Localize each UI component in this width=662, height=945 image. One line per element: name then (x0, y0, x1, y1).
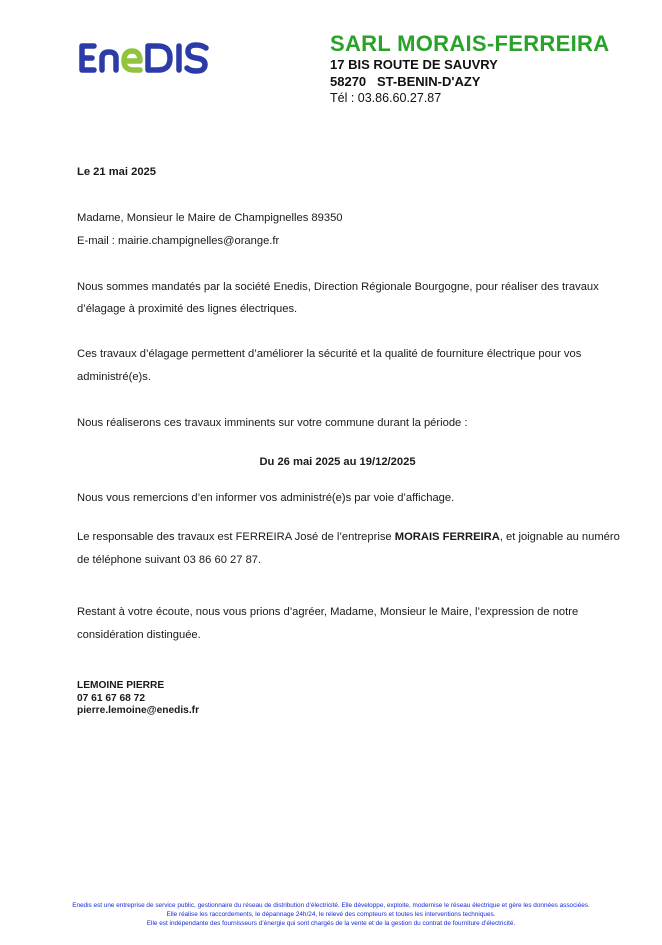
company-header (330, 32, 609, 107)
footer-line-2: Elle réalise les raccordements, le dépannage 24h/24, le relevé des compteurs et toutes les interventions techniques. (166, 911, 496, 918)
recipient: Madame, Monsieur le Maire de Champignelles 89350 (77, 212, 343, 224)
signature-phone: 07 61 67 68 72 (77, 692, 145, 704)
company-address-line2: 58270 ST-BENIN-D'AZY (330, 74, 481, 89)
footer-line-3: Elle est indépendante des fournisseurs d’énergie qui sont chargés de la vente et de la gestion du contrat de fourniture d’électricité. (146, 920, 516, 927)
paragraph-2-line-1: Ces travaux d’élagage permettent d’améliorer la sécurité et la qualité de fourniture électrique pour vos (77, 348, 582, 360)
footer (0, 901, 662, 928)
paragraph-1-line-1: Nous sommes mandatés par la société Enedis, Direction Régionale Bourgogne, pour réaliser des travaux (77, 281, 599, 293)
paragraph-4: Nous vous remercions d’en informer vos administré(e)s par voie d’affichage. (77, 492, 455, 504)
signature-email: pierre.lemoine@enedis.fr (77, 705, 200, 716)
paragraph-6-line-1: Restant à votre écoute, nous vous prions d’agréer, Madame, Monsieur le Maire, l’expression de notre (77, 606, 579, 618)
enedis-logo (78, 38, 214, 78)
paragraph-1-line-2: d’élagage à proximité des lignes électriques. (77, 303, 298, 315)
signature-name: LEMOINE PIERRE (77, 680, 165, 691)
signature-block (77, 680, 199, 718)
paragraph-2-line-2: administré(e)s. (77, 371, 151, 383)
paragraph-5-line-2: de téléphone suivant 03 86 60 27 87. (77, 554, 262, 566)
company-phone: Tél : 03.86.60.27.87 (330, 91, 442, 105)
company-address-line1: 17 BIS ROUTE DE SAUVRY (330, 57, 498, 72)
paragraph-5-text-a: Le responsable des travaux est FERREIRA José de l’entreprise (77, 531, 395, 543)
paragraph-6-line-2: considération distinguée. (77, 629, 201, 641)
recipient-email: E-mail : mairie.champignelles@orange.fr (77, 235, 280, 247)
letter-date: Le 21 mai 2025 (77, 166, 156, 178)
paragraph-5-line-1 (77, 531, 620, 543)
company-name-inline: MORAIS FERREIRA (394, 531, 500, 543)
footer-line-1: Enedis est une entreprise de service public, gestionnaire du réseau de distribution d’électricité. Elle développe, exploite, modernise le réseau électrique et gère les données associées. (72, 902, 590, 909)
paragraph-3: Nous réaliserons ces travaux imminents sur votre commune durant la période : (77, 417, 468, 429)
paragraph-5-text-c: , et joignable au numéro (499, 531, 620, 543)
company-name: SARL MORAIS-FERREIRA (330, 31, 610, 56)
work-period: Du 26 mai 2025 au 19/12/2025 (259, 456, 416, 468)
